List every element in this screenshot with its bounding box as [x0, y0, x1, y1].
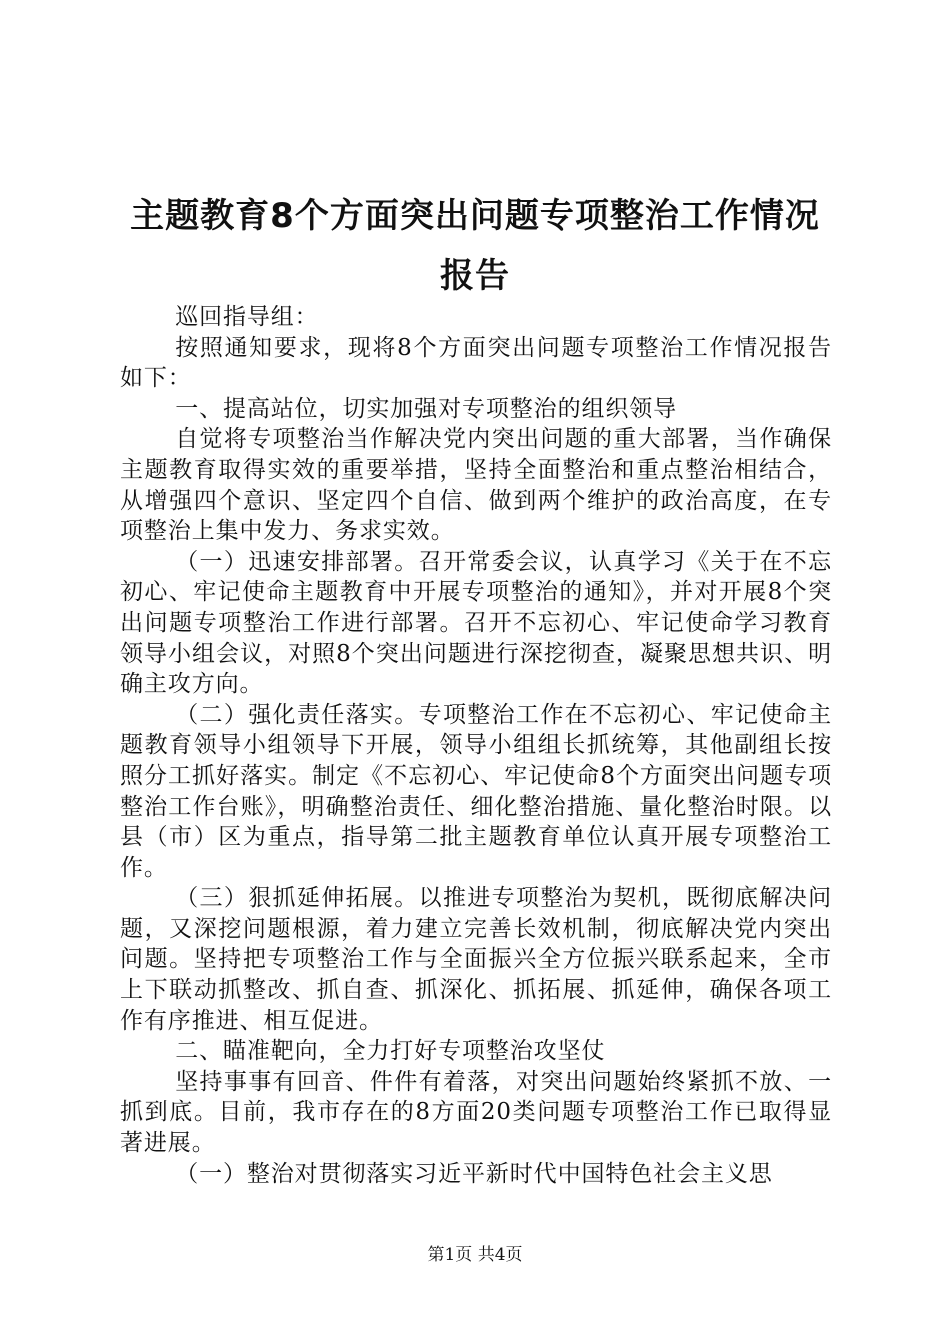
- section-heading-1: 一、提高站位，切实加强对专项整治的组织领导: [175, 395, 678, 422]
- body-paragraph: （二）强化责任落实。专项整治工作在不忘初心、牢记使命主题教育领导小组领导下开展，领导小组组长抓统筹，其他副组长按照分工抓好落实。制定《不忘初心、牢记使命8个方面突出问题专项整治工作台账》，明确整治责任、细化整治措施、量化整治时限。以县（市）区为重点，指导第二批主题教育单位认真开展专项整治工作。: [120, 701, 832, 881]
- document-title: [120, 186, 830, 306]
- document-title-line-1: 主题教育8个方面突出问题专项整治工作情况: [130, 196, 820, 236]
- salutation: 巡回指导组：: [175, 304, 319, 330]
- body-paragraph: 自觉将专项整治当作解决党内突出问题的重大部署，当作确保主题教育取得实效的重要举措，坚持全面整治和重点整治相结合，从增强四个意识、坚定四个自信、做到两个维护的政治高度，在专项整治上集中发力、务求实效。: [120, 426, 832, 545]
- body-paragraph: （三）狠抓延伸拓展。以推进专项整治为契机，既彻底解决问题，又深挖问题根源，着力建立完善长效机制，彻底解决党内突出问题。坚持把专项整治工作与全面振兴全方位振兴联系起来，全市上下联动抓整改、抓自查、抓深化、抓拓展、抓延伸，确保各项工作有序推进、相互促进。: [120, 885, 832, 1034]
- document-title-line-2: 报告: [440, 256, 510, 296]
- body-paragraph: （一）迅速安排部署。召开常委会议，认真学习《关于在不忘初心、牢记使命主题教育中开展专项整治的通知》，并对开展8个突出问题专项整治工作进行部署。召开不忘初心、牢记使命学习教育领导小组会议，对照8个突出问题进行深挖彻查，凝聚思想共识、明确主攻方向。: [120, 548, 832, 698]
- section-heading-2: 二、瞄准靶向，全力打好专项整治攻坚仗: [175, 1038, 606, 1065]
- document-body: [120, 302, 832, 1189]
- body-paragraph: 坚持事事有回音、件件有着落，对突出问题始终紧抓不放、一抓到底。目前，我市存在的8方面20类问题专项整治工作已取得显著进展。: [120, 1068, 832, 1157]
- intro-paragraph: 按照通知要求，现将8个方面突出问题专项整治工作情况报告如下：: [120, 334, 832, 392]
- page-footer: 第1页 共4页: [427, 1245, 523, 1265]
- body-paragraph: （一）整治对贯彻落实习近平新时代中国特色社会主义思: [175, 1160, 773, 1187]
